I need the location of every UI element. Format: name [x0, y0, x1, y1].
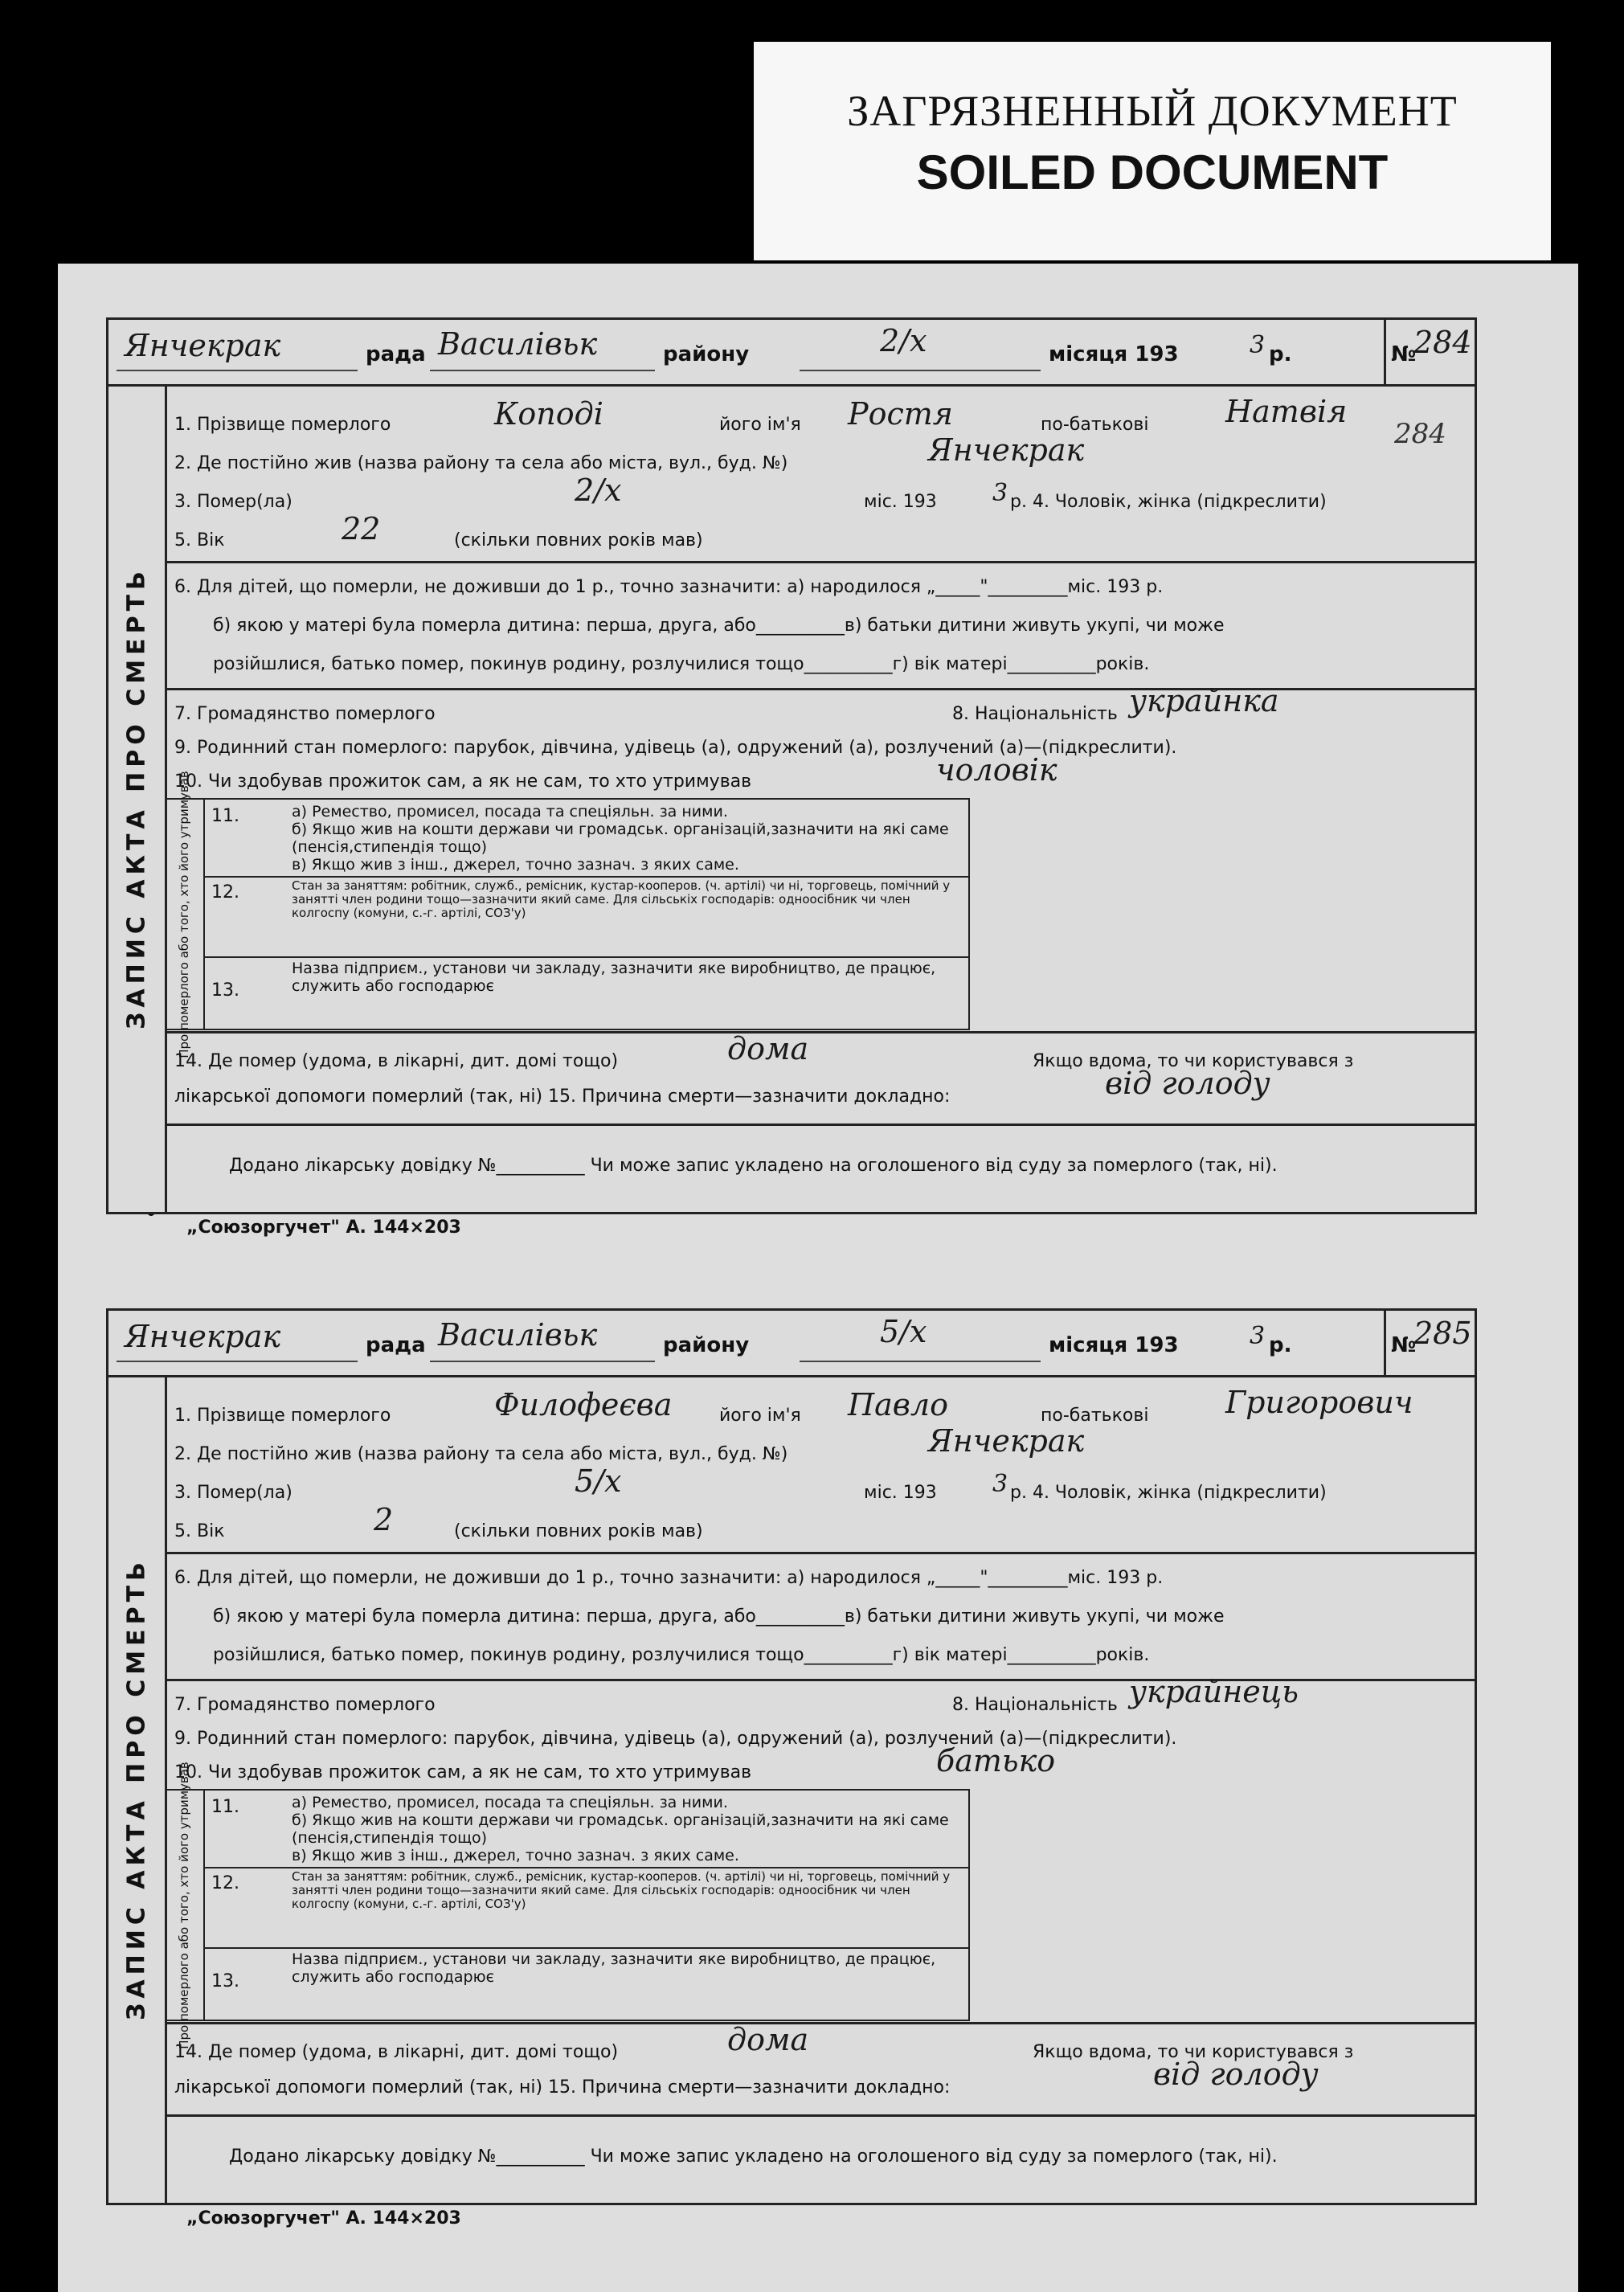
row-6c: розійшлися, батько помер, покинув родину, розлучилися тощо__________г) вік матері__________років. [213, 1645, 1150, 1665]
row-1: 1. Прізвище померлого [174, 1406, 391, 1426]
village-field: Янчекрак [125, 328, 281, 363]
supporter-field: чоловік [936, 752, 1057, 788]
row-1-name-label: його ім'я [719, 415, 801, 435]
row-5-note: (скільки повних років мав) [454, 1521, 703, 1541]
row-10: 10. Чи здобував прожиток сам, а як не сам, то хто утримував [174, 1762, 752, 1782]
row-6a: 6. Для дітей, що померли, не доживши до 1 р., точно зазначити: а) народилося „_____"_________міс. 193 р. [174, 577, 1164, 597]
row-6b: б) якою у матері була померла дитина: перша, друга, або__________в) батьки дитини живуть укупі, чи може [213, 616, 1225, 636]
raion-label: району [663, 1333, 750, 1357]
row-5-note: (скільки повних років мав) [454, 530, 703, 550]
printer-mark-2: „Союзоргучет" А. 144×203 [186, 2208, 461, 2229]
number-box [1384, 320, 1475, 384]
row-12: 12. Стан за заняттям: робітник, служб., ремісник, кустар-кооперов. (ч. артілі) чи ні, торговець, помічний у занятті член родини тощо—зазначити який саме. Для сільськіх господарів: одноосібник чи член колгоспу (комуни, с.-г. артілі, СОЗ'у) [203, 1867, 968, 1949]
surname-field: Филофеєва [494, 1387, 673, 1422]
year-suffix: р. [1269, 342, 1292, 366]
row-9: 9. Родинний стан померлого: парубок, дівчина, удівець (а), одружений (а), розлучений (а)—(підкреслити). [174, 1729, 1177, 1749]
row-3-month-label: міс. 193 [864, 492, 937, 512]
row-10: 10. Чи здобував прожиток сам, а як не сам, то хто утримував [174, 772, 752, 792]
form-header [108, 320, 1475, 387]
label-english: SOILED DOCUMENT [916, 145, 1389, 199]
number-label: № [1391, 1333, 1417, 1357]
nationality-field: украйнка [1129, 683, 1279, 718]
place-field: дома [727, 1031, 809, 1066]
side-title: ЗАПИС АКТА ПРО СМЕРТЬ [108, 384, 167, 1212]
row-14-note: Якщо вдома, то чи користувався з [1033, 1051, 1354, 1071]
patronymic-field: Натвія [1225, 394, 1348, 429]
death-date-field: 2/х [575, 473, 622, 508]
row-14-note: Якщо вдома, то чи користувався з [1033, 2042, 1354, 2062]
row-12: 12. Стан за заняттям: робітник, служб., ремісник, кустар-кооперов. (ч. артілі) чи ні, торговець, помічний у занятті член родини тощо—зазначити який саме. Для сільськіх господарів: одноосібник чи член колгоспу (комуни, с.-г. артілі, СОЗ'у) [203, 876, 968, 958]
month-label: місяця 193 [1049, 342, 1179, 366]
row-2: 2. Де постійно жив (назва району та села або міста, вул., буд. №) [174, 453, 788, 473]
side-title: ЗАПИС АКТА ПРО СМЕРТЬ [108, 1375, 167, 2203]
row-1-name-label: його ім'я [719, 1406, 801, 1426]
row-15: лікарської допомоги померлий (так, ні) 15. Причина смерти—зазначити докладно: [174, 1087, 951, 1107]
occupation-side-label: Про померлого або того, хто його утримував [165, 1791, 205, 2020]
number-box [1384, 1311, 1475, 1375]
death-date-field: 5/х [575, 1463, 622, 1499]
row-1-patronymic-label: по-батькові [1041, 415, 1149, 435]
row-6b: б) якою у матері була померла дитина: перша, друга, або__________в) батьки дитини живуть укупі, чи може [213, 1606, 1225, 1627]
row-7: 7. Громадянство померлого [174, 704, 436, 724]
row-5: 5. Вік [174, 530, 225, 550]
row-15: лікарської допомоги померлий (так, ні) 15. Причина смерти—зазначити докладно: [174, 2077, 951, 2098]
year-digit: 3 [1250, 331, 1266, 359]
raion-label: району [663, 342, 750, 366]
row-3: 3. Помер(ла) [174, 492, 292, 512]
row-8: 8. Національність [952, 704, 1118, 724]
row-13: 13. Назва підприєм., установи чи закладу, зазначити яке виробництво, де працює, служить або господарює [211, 1950, 936, 1991]
row-6c: розійшлися, батько помер, покинув родину, розлучилися тощо__________г) вік матері__________років. [213, 654, 1150, 674]
row-4: р. 4. Чоловік, жінка (підкреслити) [1010, 492, 1327, 512]
day-field: 5/х [880, 1314, 927, 1349]
residence-field: Янчекрак [928, 1423, 1085, 1459]
row-16: Додано лікарську довідку №__________ Чи може запис укладено на оголошеного від суду за померлого (так, ні). [229, 2147, 1278, 2167]
row-11: 11. а) Ремество, промисел, посада та спеціяльн. за ними. б) Якщо жив на кошти держави чи громадськ. організацій,зазначити на які саме (пенсія,стипендія тощо) в) Якщо жив з інш., джерел, точно зазнач. з яких саме. [203, 800, 968, 878]
age-field: 22 [342, 511, 381, 546]
row-4: р. 4. Чоловік, жінка (підкреслити) [1010, 1483, 1327, 1503]
village-field: Янчекрак [125, 1319, 281, 1354]
row-13: 13. Назва підприєм., установи чи закладу, зазначити яке виробництво, де працює, служить або господарює [211, 960, 936, 1001]
surname-field: Коподі [494, 396, 603, 432]
nationality-field: украйнець [1129, 1674, 1299, 1709]
day-field: 2/х [880, 323, 927, 358]
row-7: 7. Громадянство померлого [174, 1695, 436, 1715]
name-field: Ростя [848, 396, 953, 432]
death-record-form-1 [106, 317, 1477, 1214]
label-russian: ЗАГРЯЗНЕННЫЙ ДОКУМЕНТ [847, 87, 1458, 135]
place-field: дома [727, 2022, 809, 2057]
record-number: 285 [1413, 1316, 1472, 1351]
year-digit: 3 [1250, 1322, 1266, 1350]
cause-field: від голоду [1105, 1066, 1270, 1101]
name-field: Павло [848, 1387, 948, 1422]
death-year-digit: 3 [992, 1470, 1008, 1498]
age-field: 2 [374, 1502, 394, 1537]
form-header [108, 1311, 1475, 1377]
row-1: 1. Прізвище померлого [174, 415, 391, 435]
month-label: місяця 193 [1049, 1333, 1179, 1357]
rada-label: рада [366, 1333, 426, 1357]
patronymic-field: Григорович [1225, 1385, 1413, 1420]
cause-field: від голоду [1153, 2057, 1319, 2092]
year-suffix: р. [1269, 1333, 1292, 1357]
death-record-form-2 [106, 1308, 1477, 2205]
row-2: 2. Де постійно жив (назва району та села або міста, вул., буд. №) [174, 1444, 788, 1464]
rada-label: рада [366, 342, 426, 366]
row-5: 5. Вік [174, 1521, 225, 1541]
record-number: 284 [1413, 325, 1472, 360]
death-year-digit: 3 [992, 479, 1008, 507]
row-3-month-label: міс. 193 [864, 1483, 937, 1503]
row-11: 11. а) Ремество, промисел, посада та спеціяльн. за ними. б) Якщо жив на кошти держави чи громадськ. організацій,зазначити на які саме (пенсія,стипендія тощо) в) Якщо жив з інш., джерел, точно зазнач. з яких саме. [203, 1791, 968, 1868]
row-14: 14. Де помер (удома, в лікарні, дит. домі тощо) [174, 2042, 619, 2062]
row-16: Додано лікарську довідку №__________ Чи може запис укладено на оголошеного від суду за померлого (так, ні). [229, 1156, 1278, 1176]
soiled-document-label [754, 42, 1551, 260]
margin-number: 284 [1394, 418, 1446, 450]
row-14: 14. Де помер (удома, в лікарні, дит. домі тощо) [174, 1051, 619, 1071]
row-8: 8. Національність [952, 1695, 1118, 1715]
rada-field: Василівьк [438, 1317, 598, 1353]
row-3: 3. Помер(ла) [174, 1483, 292, 1503]
rada-field: Василівьк [438, 326, 598, 362]
printer-mark-1: „Союзоргучет" А. 144×203 [186, 1218, 461, 1238]
number-label: № [1391, 342, 1417, 366]
residence-field: Янчекрак [928, 432, 1085, 468]
occupation-side-label: Про померлого або того, хто його утримував [165, 800, 205, 1029]
supporter-field: батько [936, 1743, 1056, 1778]
row-6a: 6. Для дітей, що померли, не доживши до 1 р., точно зазначити: а) народилося „_____"_________міс. 193 р. [174, 1568, 1164, 1588]
row-1-patronymic-label: по-батькові [1041, 1406, 1149, 1426]
row-9: 9. Родинний стан померлого: парубок, дівчина, удівець (а), одружений (а), розлучений (а)—(підкреслити). [174, 738, 1177, 758]
